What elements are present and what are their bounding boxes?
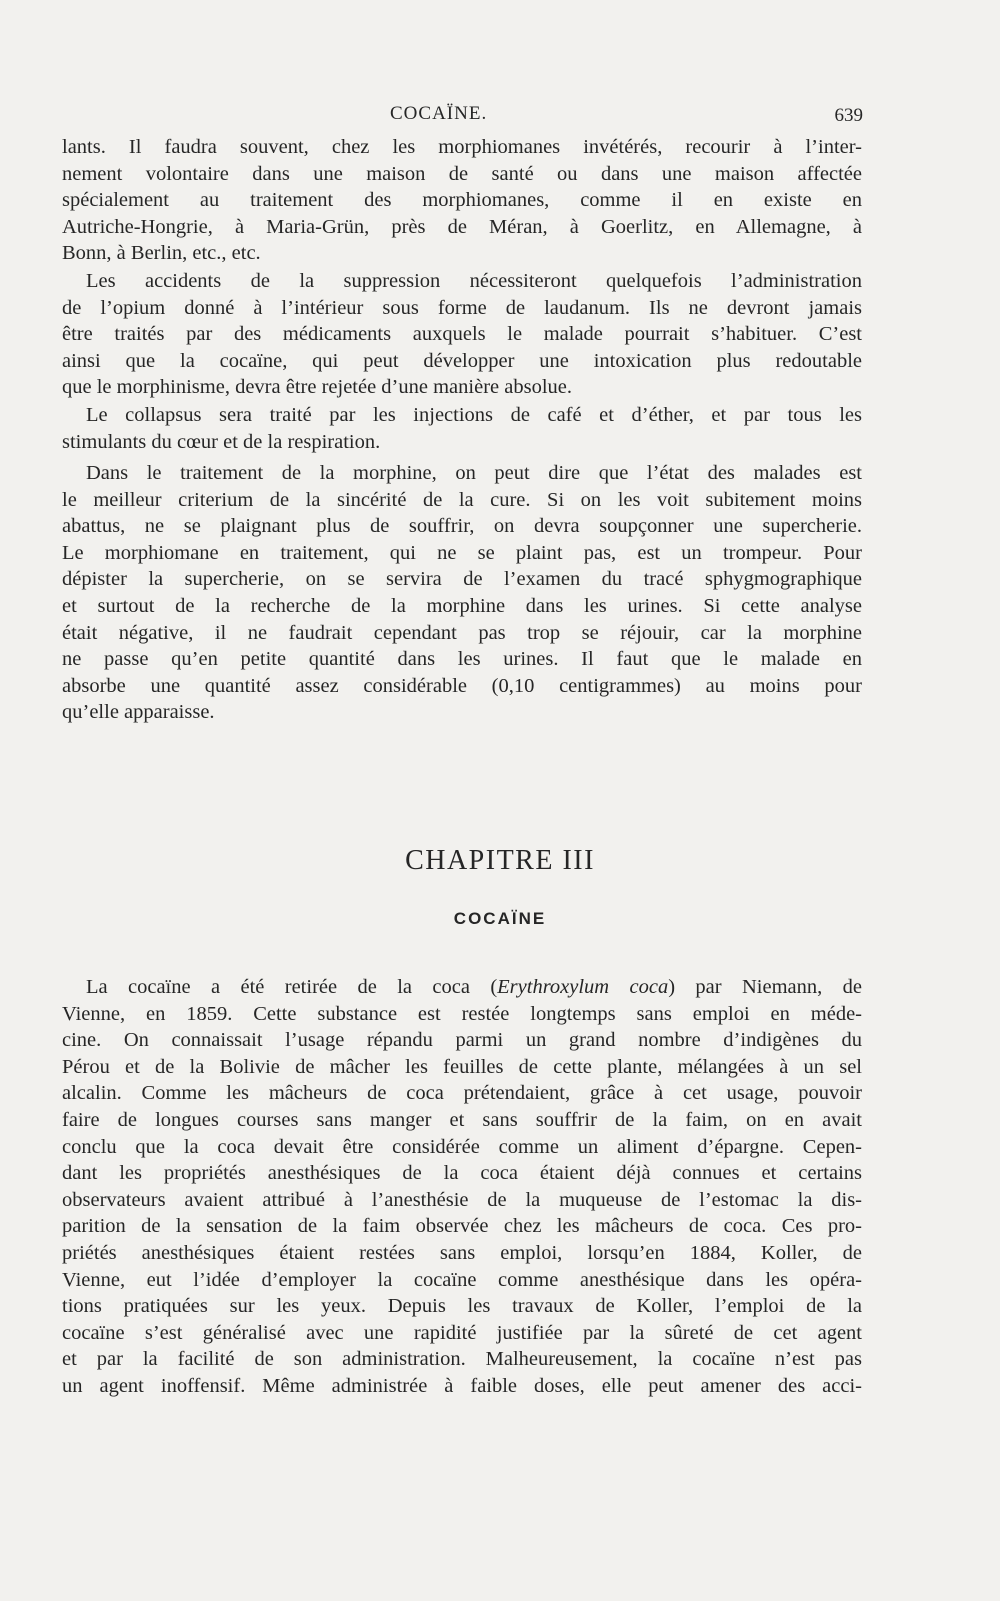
text-segment: ) par Niemann, de — [668, 976, 862, 998]
text-line: le meilleur criterium de la sincérité de la cure. Si on les voit subitement moins — [62, 488, 862, 511]
text-segment: La cocaïne a été retirée de la coca ( — [86, 976, 498, 998]
text-line: lants. Il faudra souvent, chez les morphiomanes invétérés, recourir à l’inter- — [62, 136, 862, 158]
paragraph-collapsus — [62, 402, 862, 455]
text-line: et par la facilité de son administration. Malheureusement, la cocaïne n’est pas — [62, 1348, 862, 1371]
text-line: tions pratiquées sur les yeux. Depuis les travaux de Koller, l’emploi de la — [62, 1295, 862, 1318]
text-line: faire de longues courses sans manger et sans souffrir de la faim, on en avait — [62, 1108, 862, 1131]
text-line: conclu que la coca devait être considérée comme un aliment d’épargne. Cepen- — [62, 1135, 862, 1158]
text-line: Le morphiomane en traitement, qui ne se plaint pas, est un trompeur. Pour — [62, 541, 862, 564]
text-line: Vienne, eut l’idée d’employer la cocaïne comme anesthésique dans les opéra- — [62, 1268, 862, 1291]
text-line: observateurs avaient attribué à l’anesthésie de la muqueuse de l’estomac la dis- — [62, 1188, 862, 1211]
text-line: parition de la sensation de la faim observée chez les mâcheurs de coca. Ces pro- — [62, 1215, 862, 1238]
section-heading: COCAÏNE — [453, 909, 547, 928]
text-line: un agent inoffensif. Même administrée à faible doses, elle peut amener des acci- — [62, 1374, 862, 1397]
text-line: Autriche-Hongrie, à Maria-Grün, près de Méran, à Goerlitz, en Allemagne, à — [62, 215, 862, 238]
text-line: alcalin. Comme les mâcheurs de coca prétendaient, grâce à cet usage, pouvoir — [62, 1082, 862, 1105]
text-line: Le collapsus sera traité par les injections de café et d’éther, et par tous les — [86, 404, 862, 426]
text-line: cocaïne s’est généralisé avec une rapidité justifiée par la sûreté de cet agent — [62, 1321, 862, 1344]
text-line: Dans le traitement de la morphine, on peut dire que l’état des malades est — [86, 462, 862, 484]
text-line: priétés anesthésiques étaient restées sans emploi, lorsqu’en 1884, Koller, de — [62, 1241, 862, 1264]
text-line: qu’elle apparaisse. — [62, 701, 215, 724]
text-line — [62, 974, 862, 1001]
text-line: ne passe qu’en petite quantité dans les urines. Il faut que le malade en — [62, 648, 862, 671]
text-line: Les accidents de la suppression nécessiteront quelquefois l’administration — [86, 270, 862, 292]
text-line: être traités par des médicaments auxquels le malade pourrait s’habituer. C’est — [62, 323, 862, 346]
paragraph-continuation — [62, 134, 862, 267]
text-line: dant les propriétés anesthésiques de la coca étaient déjà connues et certains — [62, 1162, 862, 1185]
text-line: abattus, ne se plaignant plus de souffrir, on devra soupçonner une supercherie. — [62, 515, 862, 538]
text-line: ainsi que la cocaïne, qui peut développer une intoxication plus redoutable — [62, 349, 862, 372]
page-header — [60, 101, 863, 131]
paragraph-suppression-accidents — [62, 268, 862, 401]
text-line: était négative, il ne faudrait cependant pas trop se réjouir, car la morphine — [62, 621, 862, 644]
text-line: et surtout de la recherche de la morphine dans les urines. Si cette analyse — [62, 594, 862, 617]
text-line: nement volontaire dans une maison de santé ou dans une maison affectée — [62, 162, 862, 185]
running-title: COCAÏNE. — [390, 103, 488, 124]
paragraph-cocaine-history — [62, 974, 862, 1400]
text-line: que le morphinisme, devra être rejetée d’une manière absolue. — [62, 376, 572, 399]
text-line: absorbe une quantité assez considérable (0,10 centigrammes) au moins pour — [62, 674, 862, 697]
paragraph-treatment — [62, 460, 862, 726]
text-line: stimulants du cœur et de la respiration. — [62, 430, 381, 453]
text-line: Vienne, en 1859. Cette substance est restée longtemps sans emploi en méde- — [62, 1002, 862, 1025]
species-name: Erythroxylum coca — [497, 976, 669, 998]
text-line: spécialement au traitement des morphiomanes, comme il en existe en — [62, 189, 862, 212]
text-line: cine. On connaissait l’usage répandu parmi un grand nombre d’indigènes du — [62, 1029, 862, 1052]
page-number: 639 — [834, 105, 863, 126]
text-line: de l’opium donné à l’intérieur sous forme de laudanum. Ils ne devront jamais — [62, 296, 862, 319]
chapter-heading: CHAPITRE III — [405, 845, 595, 876]
text-line: dépister la supercherie, on se servira de l’examen du tracé sphygmographique — [62, 568, 862, 591]
text-line: Bonn, à Berlin, etc., etc. — [62, 242, 261, 265]
text-line: Pérou et de la Bolivie de mâcher les feuilles de cette plante, mélangées à un sel — [62, 1055, 862, 1078]
